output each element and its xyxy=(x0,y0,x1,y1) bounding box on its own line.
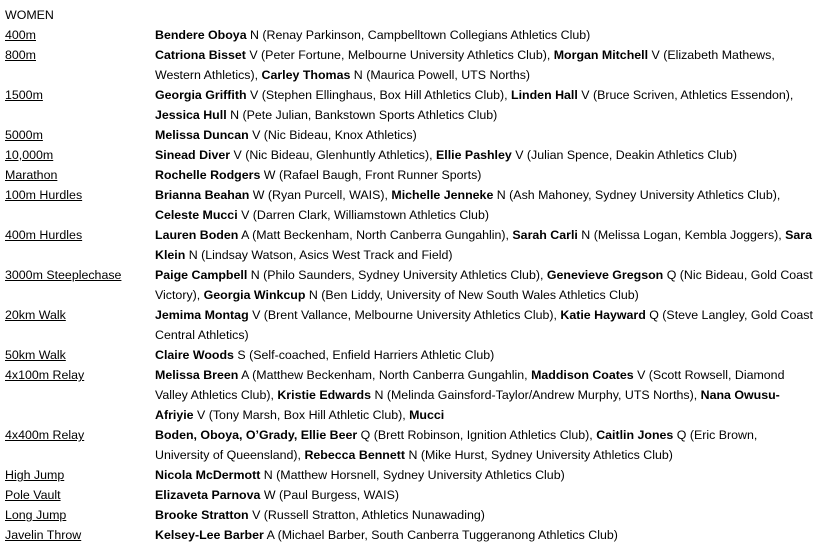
athlete-details: V (Elizabeth Mathews, Western Athletics), xyxy=(155,48,775,82)
athlete-details: V (Peter Fortune, Melbourne University Athletics Club), xyxy=(245,48,554,62)
athlete-name: Boden, Oboya, O’Grady, Ellie Beer xyxy=(155,428,358,442)
athlete-details: N (Pete Julian, Bankstown Sports Athletics Club) xyxy=(226,108,498,122)
athlete-name: Maddison Coates xyxy=(531,368,634,382)
athlete-name: Mucci xyxy=(409,408,445,422)
athlete-details: W (Paul Burgess, WAIS) xyxy=(260,488,399,502)
event-name: 3000m Steeplechase xyxy=(5,268,122,282)
event-row xyxy=(5,185,813,225)
athlete-name: Nicola McDermott xyxy=(155,468,261,482)
team-document xyxy=(5,5,813,545)
event-row xyxy=(5,525,813,545)
athlete-details: N (Lindsay Watson, Asics West Track and Field) xyxy=(185,248,453,262)
athlete-details: N (Matthew Horsnell, Sydney University Athletics Club) xyxy=(260,468,565,482)
athlete-details: N (Philo Saunders, Sydney University Athletics Club), xyxy=(247,268,547,282)
event-name: 400m xyxy=(5,28,36,42)
event-name: High Jump xyxy=(5,468,65,482)
athlete-details: V (Nic Bideau, Glenhuntly Athletics), xyxy=(230,148,436,162)
event-name: 4x400m Relay xyxy=(5,428,85,442)
event-entries xyxy=(155,45,813,85)
athlete-name: Kelsey-Lee Barber xyxy=(155,528,264,542)
event-entries xyxy=(155,265,813,305)
athlete-details: N (Renay Parkinson, Campbelltown Collegians Athletics Club) xyxy=(246,28,591,42)
athlete-details: V (Nic Bideau, Knox Athletics) xyxy=(248,128,417,142)
event-name: Long Jump xyxy=(5,508,67,522)
athlete-details: Q (Eric Brown, University of Queensland), xyxy=(155,428,758,462)
athlete-details: A (Michael Barber, South Canberra Tuggeranong Athletics Club) xyxy=(263,528,618,542)
event-name: 20km Walk xyxy=(5,308,66,322)
event-entries xyxy=(155,145,813,165)
event-entries xyxy=(155,305,813,345)
athlete-name: Genevieve Gregson xyxy=(546,268,664,282)
athlete-name: Caitlin Jones xyxy=(596,428,674,442)
event-row xyxy=(5,265,813,305)
event-entries xyxy=(155,125,813,145)
athlete-details: V (Bruce Scriven, Athletics Essendon), xyxy=(577,88,794,102)
athlete-details: N (Melissa Logan, Kembla Joggers), xyxy=(577,228,786,242)
event-name: 400m Hurdles xyxy=(5,228,83,242)
event-row xyxy=(5,125,813,145)
athlete-details: V (Stephen Ellinghaus, Box Hill Athletics Club), xyxy=(246,88,512,102)
athlete-details: V (Julian Spence, Deakin Athletics Club) xyxy=(511,148,737,162)
event-entries xyxy=(155,465,813,485)
event-name: 50km Walk xyxy=(5,348,66,362)
athlete-details: S (Self-coached, Enfield Harriers Athletic Club) xyxy=(233,348,495,362)
event-row xyxy=(5,425,813,465)
athlete-name: Katie Hayward xyxy=(560,308,646,322)
athlete-details: W (Ryan Purcell, WAIS), xyxy=(249,188,392,202)
athlete-name: Bendere Oboya xyxy=(155,28,247,42)
event-name: 5000m xyxy=(5,128,43,142)
event-entries xyxy=(155,525,813,545)
event-row xyxy=(5,165,813,185)
team-table-body xyxy=(5,25,813,545)
athlete-name: Georgia Winkcup xyxy=(203,288,306,302)
athlete-name: Georgia Griffith xyxy=(155,88,247,102)
athlete-name: Sarah Carli xyxy=(512,228,578,242)
athlete-name: Elizaveta Parnova xyxy=(155,488,261,502)
athlete-name: Nana Owusu-Afriyie xyxy=(155,388,780,422)
event-name: 800m xyxy=(5,48,36,62)
athlete-name: Ellie Pashley xyxy=(436,148,512,162)
event-name: Marathon xyxy=(5,168,58,182)
athlete-details: N (Mike Hurst, Sydney University Athletics Club) xyxy=(405,448,673,462)
athlete-name: Claire Woods xyxy=(155,348,234,362)
athlete-name: Celeste Mucci xyxy=(155,208,238,222)
athlete-name: Paige Campbell xyxy=(155,268,248,282)
event-row xyxy=(5,85,813,125)
event-row xyxy=(5,145,813,165)
athlete-name: Michelle Jenneke xyxy=(391,188,494,202)
athlete-name: Morgan Mitchell xyxy=(553,48,649,62)
event-entries xyxy=(155,345,813,365)
athlete-details: W (Rafael Baugh, Front Runner Sports) xyxy=(260,168,482,182)
team-table xyxy=(5,25,813,545)
athlete-name: Sara Klein xyxy=(155,228,813,262)
athlete-name: Rochelle Rodgers xyxy=(155,168,261,182)
athlete-name: Rebecca Bennett xyxy=(304,448,405,462)
athlete-details: N (Ash Mahoney, Sydney University Athletics Club), xyxy=(493,188,781,202)
event-entries xyxy=(155,365,813,425)
athlete-details: V (Brent Vallance, Melbourne University Athletics Club), xyxy=(248,308,561,322)
athlete-details: V (Tony Marsh, Box Hill Athletic Club), xyxy=(193,408,410,422)
event-name: 10,000m xyxy=(5,148,54,162)
athlete-details: A (Matthew Beckenham, North Canberra Gungahlin, xyxy=(238,368,532,382)
section-heading: WOMEN xyxy=(5,8,54,22)
event-name: Javelin Throw xyxy=(5,528,82,542)
athlete-details: N (Ben Liddy, University of New South Wales Athletics Club) xyxy=(305,288,639,302)
event-entries xyxy=(155,425,813,465)
event-name: Pole Vault xyxy=(5,488,61,502)
event-entries xyxy=(155,185,813,225)
event-row xyxy=(5,225,813,265)
athlete-name: Sinead Diver xyxy=(155,148,231,162)
event-entries xyxy=(155,165,813,185)
athlete-details: N (Melinda Gainsford-Taylor/Andrew Murphy, UTS Norths), xyxy=(371,388,701,402)
athlete-name: Brooke Stratton xyxy=(155,508,249,522)
event-row xyxy=(5,45,813,85)
event-row xyxy=(5,505,813,525)
athlete-details: A (Matt Beckenham, North Canberra Gungahlin), xyxy=(238,228,513,242)
event-row xyxy=(5,485,813,505)
athlete-details: Q (Steve Langley, Gold Coast Central Athletics) xyxy=(155,308,813,342)
event-entries xyxy=(155,85,813,125)
athlete-name: Carley Thomas xyxy=(261,68,351,82)
athlete-name: Melissa Duncan xyxy=(155,128,249,142)
event-row xyxy=(5,345,813,365)
event-entries xyxy=(155,25,813,45)
athlete-details: V (Russell Stratton, Athletics Nunawading) xyxy=(248,508,485,522)
athlete-name: Melissa Breen xyxy=(155,368,239,382)
athlete-name: Jemima Montag xyxy=(155,308,249,322)
event-row xyxy=(5,305,813,345)
athlete-name: Catriona Bisset xyxy=(155,48,246,62)
athlete-name: Lauren Boden xyxy=(155,228,239,242)
athlete-details: V (Scott Rowsell, Diamond Valley Athletics Club), xyxy=(155,368,785,402)
athlete-name: Linden Hall xyxy=(511,88,578,102)
athlete-name: Kristie Edwards xyxy=(277,388,372,402)
event-name: 4x100m Relay xyxy=(5,368,85,382)
event-row xyxy=(5,465,813,485)
athlete-details: Q (Nic Bideau, Gold Coast Victory), xyxy=(155,268,813,302)
event-row xyxy=(5,365,813,425)
event-name: 100m Hurdles xyxy=(5,188,83,202)
athlete-name: Brianna Beahan xyxy=(155,188,250,202)
event-entries xyxy=(155,225,813,265)
event-entries xyxy=(155,505,813,525)
event-entries xyxy=(155,485,813,505)
athlete-details: Q (Brett Robinson, Ignition Athletics Club), xyxy=(357,428,597,442)
athlete-details: N (Maurica Powell, UTS Norths) xyxy=(350,68,531,82)
athlete-details: V (Darren Clark, Williamstown Athletics Club) xyxy=(237,208,489,222)
event-row xyxy=(5,25,813,45)
event-name: 1500m xyxy=(5,88,43,102)
athlete-name: Jessica Hull xyxy=(155,108,227,122)
